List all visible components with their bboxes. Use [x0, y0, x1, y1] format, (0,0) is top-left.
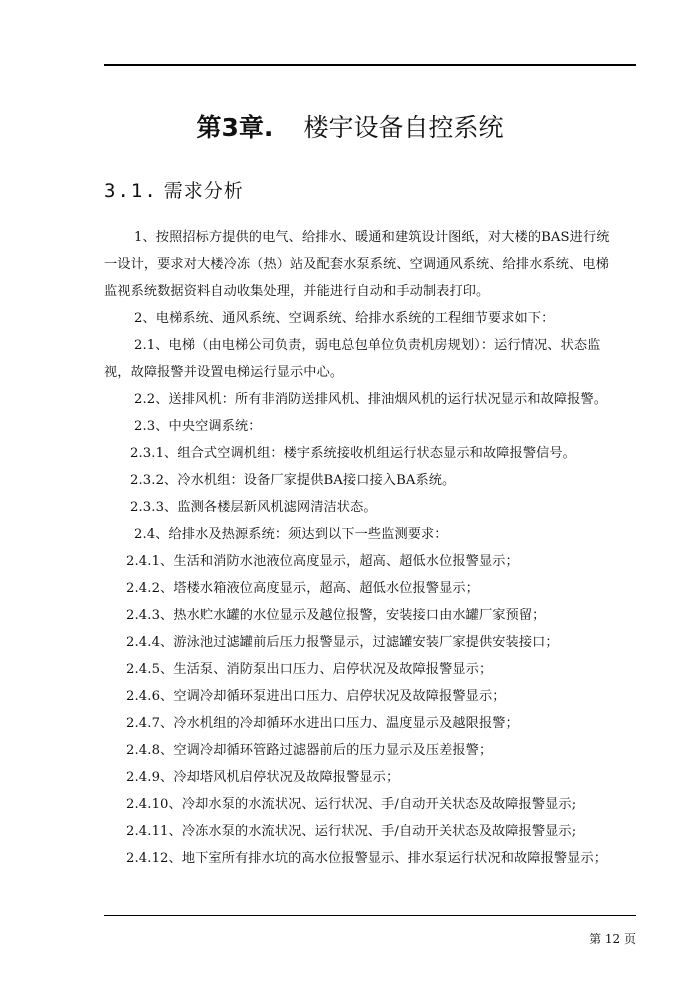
text-line: 2.4.9、冷却塔风机启停状况及故障报警显示；: [126, 770, 400, 785]
text-line: 2.4.2、塔楼水箱液位高度显示，超高、超低水位报警显示；: [126, 581, 479, 596]
text-line: 2.4.3、热水贮水罐的水位显示及越位报警，安装接口由水罐厂家预留；: [126, 608, 546, 623]
text-line: 2.4.11、冷冻水泵的水流状况、运行状况、手/自动开关状态及故障报警显示;: [126, 824, 577, 839]
text-line: 2.4.1、生活和消防水池液位高度显示，超高、超低水位报警显示；: [126, 554, 519, 569]
text-line: 2.3、中央空调系统：: [134, 419, 262, 434]
page-number: 第 12 页: [589, 932, 636, 946]
text-line: 2.4.8、空调冷却循环管路过滤器前后的压力显示及压差报警；: [126, 743, 493, 758]
text-line: 2.4.10、冷却水泵的水流状况、运行状况、手/自动开关状态及故障报警显示;: [126, 797, 577, 812]
text-line: 2.4.12、地下室所有排水坑的高水位报警显示、排水泵运行状况和故障报警显示；: [126, 851, 608, 866]
text-line: 1、按照招标方提供的电气、给排水、暖通和建筑设计图纸，对大楼的BAS进行统: [134, 230, 610, 245]
section-heading: [104, 176, 244, 203]
text-line: 2.4.4、游泳池过滤罐前后压力报警显示，过滤罐安装厂家提供安装接口；: [126, 635, 559, 650]
section-number: 3.1.: [104, 180, 158, 202]
chapter-title: 楼宇设备自控系统: [303, 113, 504, 142]
text-line: 2、电梯系统、通风系统、空调系统、给排水系统的工程细节要求如下：: [134, 311, 555, 326]
text-line: 2.3.3、监测各楼层新风机滤网清洁状态。: [130, 500, 377, 515]
text-line: 监视系统数据资料自动收集处理，并能进行自动和手动制表打印。: [104, 284, 490, 299]
text-line: 2.4.5、生活泵、消防泵出口压力、启停状况及故障报警显示；: [126, 662, 493, 677]
chapter-heading: [0, 108, 700, 144]
chapter-number: 第3章.: [196, 113, 274, 142]
text-line: 2.3.1、组合式空调机组：楼宇系统接收机组运行状态显示和故障报警信号。: [130, 446, 576, 461]
text-line: 2.4.6、空调冷却循环泵进出口压力、启停状况及故障报警显示；: [126, 689, 506, 704]
text-line: 视，故障报警并设置电梯运行显示中心。: [104, 365, 344, 380]
text-line: 2.4.7、冷水机组的冷却循环水进出口压力、温度显示及越限报警；: [126, 716, 519, 731]
text-line: 2.2、送排风机：所有非消防送排风机、排油烟风机的运行状况显示和故障报警。: [134, 392, 608, 407]
section-title: 需求分析: [163, 180, 244, 202]
text-line: 一设计，要求对大楼冷冻（热）站及配套水泵系统、空调通风系统、给排水系统、电梯: [104, 257, 609, 272]
header-rule: [104, 64, 636, 66]
text-line: 2.1、电梯（由电梯公司负责，弱电总包单位负责机房规划）：运行情况、状态监: [134, 338, 601, 353]
text-line: 2.3.2、冷水机组：设备厂家提供BA接口接入BA系统。: [130, 473, 456, 488]
text-line: 2.4、给排水及热源系统：须达到以下一些监测要求：: [134, 527, 448, 542]
footer-rule: [104, 915, 636, 916]
